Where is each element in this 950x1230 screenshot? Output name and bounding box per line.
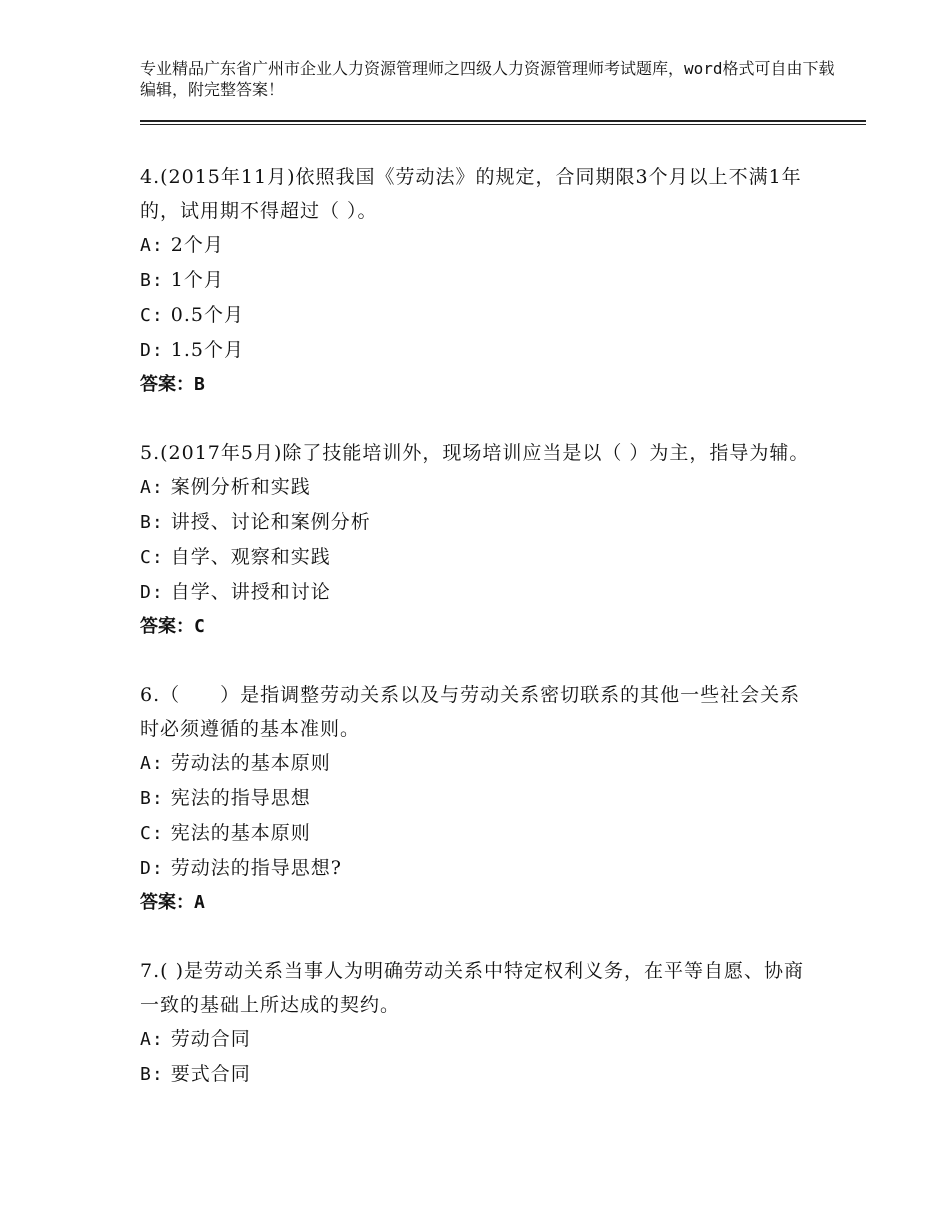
option-text: 劳动法的指导思想? — [163, 857, 342, 879]
option-a — [140, 470, 820, 505]
option-text: 劳动法的基本原则 — [163, 752, 331, 774]
option-text: 案例分析和实践 — [163, 476, 311, 498]
answer-line — [140, 886, 820, 920]
option-d — [140, 575, 820, 610]
option-letter: B: — [140, 788, 164, 809]
option-letter: A: — [140, 235, 164, 256]
answer-label: 答案： — [140, 374, 194, 395]
question-text: 7.( )是劳动关系当事人为明确劳动关系中特定权利义务，在平等自愿、协商一致的基础上所达成的契约。 — [140, 960, 804, 1016]
option-letter: D: — [140, 582, 164, 603]
option-letter: A: — [140, 753, 164, 774]
option-text: 2个月 — [163, 234, 224, 256]
document-header — [140, 58, 840, 100]
question-7 — [140, 954, 820, 1092]
answer-value: A — [194, 892, 205, 913]
option-text: 劳动合同 — [163, 1028, 251, 1050]
option-c — [140, 298, 820, 333]
option-letter: D: — [140, 340, 164, 361]
answer-value: B — [194, 374, 205, 395]
option-c — [140, 540, 820, 575]
header-rule-thin — [140, 124, 866, 125]
option-a — [140, 746, 820, 781]
question-text: 5.(2017年5月)除了技能培训外，现场培训应当是以（ ）为主，指导为辅。 — [140, 442, 810, 464]
option-text: 0.5个月 — [163, 304, 244, 326]
option-letter: B: — [140, 1064, 164, 1085]
option-b — [140, 263, 820, 298]
option-b — [140, 505, 820, 540]
option-letter: C: — [140, 823, 164, 844]
option-text: 讲授、讨论和案例分析 — [163, 511, 371, 533]
answer-line — [140, 610, 820, 644]
option-letter: C: — [140, 305, 164, 326]
header-rule-thick — [140, 120, 866, 122]
option-letter: B: — [140, 270, 164, 291]
option-text: 自学、讲授和讨论 — [163, 581, 331, 603]
option-b — [140, 1057, 820, 1092]
option-text: 1个月 — [163, 269, 224, 291]
question-5 — [140, 436, 820, 644]
option-a — [140, 228, 820, 263]
question-text: 6.（ ）是指调整劳动关系以及与劳动关系密切联系的其他一些社会关系时必须遵循的基本准则。 — [140, 684, 801, 740]
answer-line — [140, 368, 820, 402]
question-6 — [140, 678, 820, 920]
option-letter: A: — [140, 1029, 164, 1050]
option-text: 自学、观察和实践 — [163, 546, 331, 568]
option-d — [140, 851, 820, 886]
option-text: 要式合同 — [163, 1063, 251, 1085]
option-text: 1.5个月 — [163, 339, 244, 361]
answer-label: 答案： — [140, 892, 194, 913]
option-text: 宪法的指导思想 — [163, 787, 311, 809]
option-letter: D: — [140, 858, 164, 879]
header-text: 专业精品广东省广州市企业人力资源管理师之四级人力资源管理师考试题库，word格式可自由下载编辑，附完整答案！ — [140, 59, 835, 99]
question-text: 4.(2015年11月)依照我国《劳动法》的规定，合同期限3个月以上不满1年的，试用期不得超过（ ）。 — [140, 166, 802, 222]
answer-label: 答案： — [140, 616, 194, 637]
option-b — [140, 781, 820, 816]
question-4 — [140, 160, 820, 402]
option-letter: B: — [140, 512, 164, 533]
option-c — [140, 816, 820, 851]
option-letter: C: — [140, 547, 164, 568]
answer-value: C — [194, 616, 205, 637]
option-a — [140, 1022, 820, 1057]
question-list — [140, 160, 820, 1126]
option-letter: A: — [140, 477, 164, 498]
option-d — [140, 333, 820, 368]
option-text: 宪法的基本原则 — [163, 822, 311, 844]
